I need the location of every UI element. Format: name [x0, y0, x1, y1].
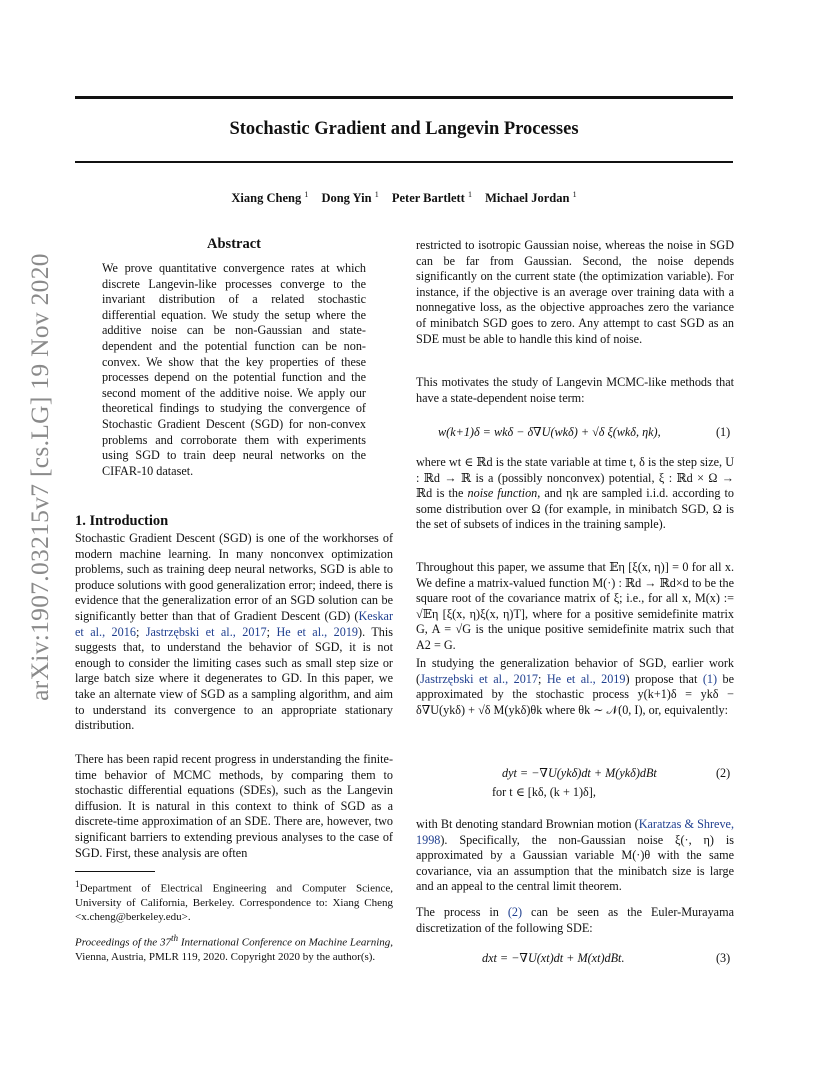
- right-paragraph-3: where wt ∈ ℝd is the state variable at time t, δ is the step size, U : ℝd → ℝ is a (possibly nonconvex) potential, ξ : ℝd × Ω → ℝd is the noise function, and ηk are sampled i.i.d. according to some distribution over Ω (for example, in minibatch SGD, Ω is the set of subsets of indices in the training sample).: [416, 455, 734, 532]
- right-paragraph-2: This motivates the study of Langevin MCMC-like methods that have a state-dependent noise term:: [416, 375, 734, 405]
- equation-1: w(k+1)δ = wkδ − δ∇U(wkδ) + √δ ξ(wkδ, ηk),: [438, 425, 661, 439]
- equation-2-line-2: for t ∈ [kδ, (k + 1)δ],: [492, 785, 596, 799]
- author: Michael Jordan $^1$: [485, 190, 577, 206]
- equation-1-number: (1): [716, 425, 731, 439]
- citation-link[interactable]: He et al., 2019: [546, 671, 626, 686]
- citation-link[interactable]: Keskar et al., 2016: [75, 608, 393, 639]
- right-paragraph-7: The process in (2) can be seen as the Euler-Murayama discretization of the following SDE:: [416, 905, 734, 935]
- proceedings-note: Proceedings of the 37th International Conference on Machine Learning, Vienna, Austria, PMLR 119, 2020. Copyright 2020 by the author(s).: [75, 933, 393, 963]
- citation-link[interactable]: Jastrzębski et al., 2017: [420, 671, 538, 686]
- equation-2-line-1: dyt = −∇U(ykδ)dt + M(ykδ)dBt: [502, 766, 657, 780]
- citation-link[interactable]: He et al., 2019: [276, 624, 359, 639]
- citation-link[interactable]: Karatzas & Shreve, 1998: [416, 817, 735, 847]
- equation-ref-link[interactable]: (1): [702, 671, 718, 686]
- author: Dong Yin $^1$: [321, 190, 379, 206]
- author: Xiang Cheng $^1$: [231, 190, 309, 206]
- equation-3: dxt = −∇U(xt)dt + M(xt)dBt.: [482, 951, 625, 965]
- author: Peter Bartlett $^1$: [391, 190, 472, 206]
- title-bottom-rule: [75, 161, 733, 163]
- section-heading-introduction: 1. Introduction: [75, 513, 169, 529]
- title-top-rule: [75, 96, 733, 99]
- equation-ref-link[interactable]: (2): [507, 905, 523, 919]
- footnote-rule: [75, 871, 155, 872]
- abstract-heading: Abstract: [207, 236, 261, 252]
- right-paragraph-1: restricted to isotropic Gaussian noise, whereas the noise in SGD can be far from Gaussian. Second, the noise depends significantly on the current state (the optimization variable). For instance, if the objective is an average over training data with a nonnegative loss, as the objective approaches zero the variance of minibatch SGD goes to zero. Any attempt to cast SGD as an SDE must be able to handle this kind of noise.: [416, 238, 734, 346]
- right-paragraph-6: with Bt denoting standard Brownian motion (Karatzas & Shreve, 1998). Specifically, the non-Gaussian noise ξ(·, η) is approximated by a Gaussian variable M(·)θ with the same covariance, via an assumption that the minibatch size is large and an appeal to the central limit theorem.: [416, 817, 735, 894]
- footnote: $^1$Department of Electrical Engineering and Computer Science, University of California, Berkeley. Correspondence to: Xiang Cheng <x.cheng@berkeley.edu>.: [75, 879, 393, 923]
- intro-paragraph-2: There has been rapid recent progress in understanding the finite-time behavior of MCMC methods, by comparing them to stochastic differential equations (SDEs), such as the Langevin diffusion. It is natural in this context to think of SGD as a discrete-time approximation of an SDE. There are, however, two significant barriers to extending previous analyses to the case of SGD. First, these analysis are often: [75, 752, 393, 860]
- citation-link[interactable]: Jastrzębski et al., 2017: [145, 624, 267, 639]
- equation-3-number: (3): [716, 951, 731, 965]
- right-paragraph-5: In studying the generalization behavior of SGD, earlier work (Jastrzębski et al., 2017; He et al., 2019) propose that (1) be approximated by the stochastic process y(k+1)δ = ykδ − δ∇U(ykδ) + √δ M(ykδ)θk where θk ∼ 𝒩(0, I), or, equivalently:: [416, 656, 734, 717]
- right-paragraph-4: Throughout this paper, we assume that 𝔼η [ξ(x, η)] = 0 for all x. We define a matrix-valued function M(·) : ℝd → ℝd×d to be the square root of the covariance matrix of ξ; i.e., for all x, M(x) := √𝔼η [ξ(x, η)ξ(x, η)T], where for a positive semidefinite matrix G, A = √G is the unique positive semidefinite matrix such that A2 = G.: [416, 560, 734, 652]
- author-list: [75, 190, 733, 206]
- paper-title: Stochastic Gradient and Langevin Processes: [229, 119, 579, 139]
- equation-2-number: (2): [716, 766, 731, 780]
- abstract-text: We prove quantitative convergence rates at which discrete Langevin-like processes converge to the invariant distribution of a related stochastic differential equation. We study the setup where the additive noise can be non-Gaussian and state-dependent and the potential function can be non-convex. We show that the key properties of these processes depend on the potential function and the second moment of the additive noise. We apply our theoretical findings to studying the convergence of Stochastic Gradient Descent (SGD) for non-convex problems and corroborate them with experiments using SGD to train deep neural networks on the CIFAR-10 dataset.: [102, 261, 366, 478]
- intro-paragraph-1: Stochastic Gradient Descent (SGD) is one of the workhorses of modern machine learning. In many nonconvex optimization problems, such as training deep neural networks, SGD is able to produce solutions with good generalization error; indeed, there is evidence that the generalization error of an SGD solution can be significantly better than that of Gradient Descent (GD) (Keskar et al., 2016; Jastrzębski et al., 2017; He et al., 2019). This suggests that, to understand the behavior of SGD, it is not enough to consider the limiting cases such as small step size or large batch size where it degenerates to GD. In this paper, we take an alternate view of SGD as a sampling algorithm, and aim to understand its convergence to an appropriate stationary distribution.: [75, 531, 394, 733]
